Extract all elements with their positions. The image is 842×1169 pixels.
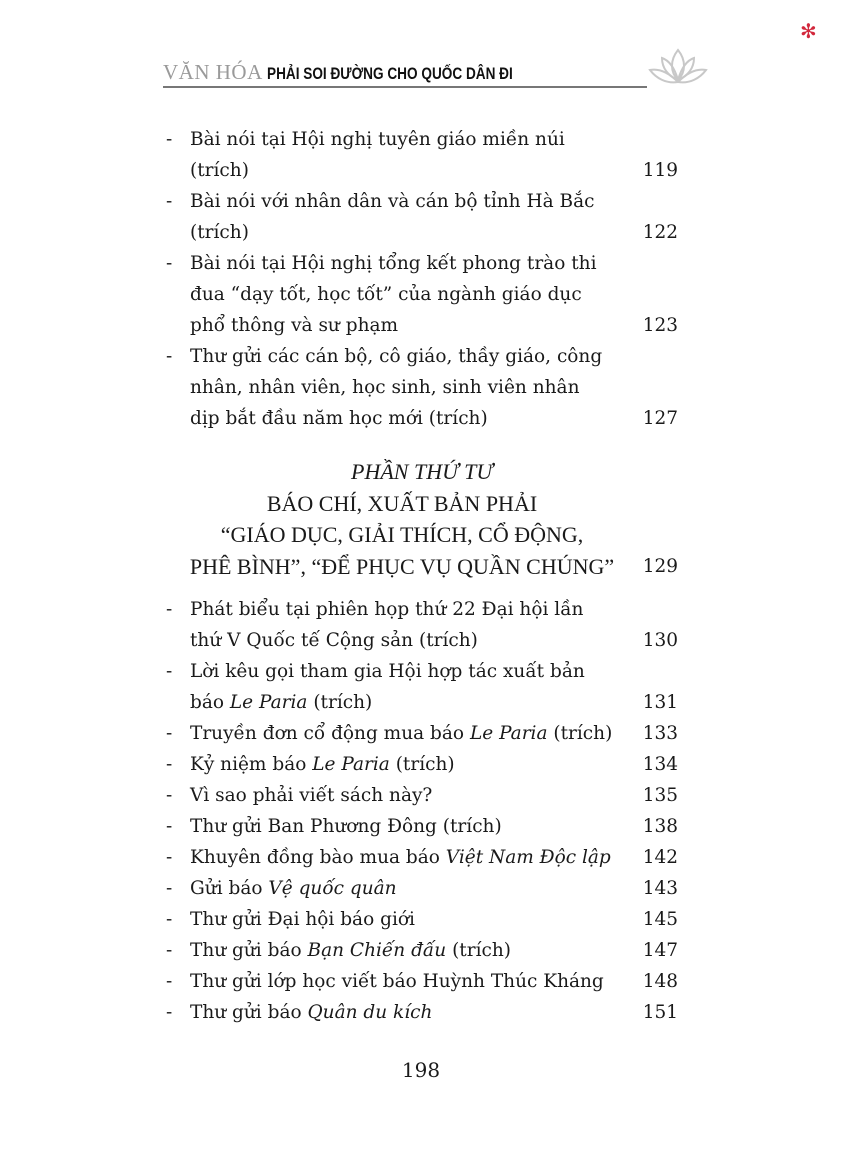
toc-entry-line xyxy=(166,842,678,873)
toc-page-number: 147 xyxy=(642,940,678,961)
toc-entry-text: nhân, nhân viên, học sinh, sinh viên nhân xyxy=(190,377,580,398)
toc-entry-text: báo Le Paria (trích) xyxy=(190,692,373,713)
toc-entry-text: Thư gửi các cán bộ, cô giáo, thầy giáo, công xyxy=(190,346,603,367)
toc-entry-text: Kỷ niệm báo Le Paria (trích) xyxy=(190,754,455,775)
toc-entry-line xyxy=(166,997,678,1028)
toc-entry-text: Bài nói với nhân dân và cán bộ tỉnh Hà Bắc xyxy=(190,191,595,212)
toc-entry-text: Thư gửi lớp học viết báo Huỳnh Thúc Kháng xyxy=(190,971,604,992)
toc-entry-text: phổ thông và sư phạm xyxy=(190,315,399,336)
toc-page-number: 135 xyxy=(642,785,678,806)
toc-entry-line xyxy=(166,873,678,904)
toc-entry-line xyxy=(166,124,678,155)
toc-entry-text: Gửi báo Vệ quốc quân xyxy=(190,878,397,899)
toc-entry-line xyxy=(166,780,678,811)
part-page-number: 129 xyxy=(642,555,678,577)
toc-entry[interactable] xyxy=(166,873,678,904)
toc-entry[interactable] xyxy=(166,842,678,873)
toc-entry[interactable] xyxy=(166,749,678,780)
toc-entry-line xyxy=(166,966,678,997)
toc-entry-line xyxy=(166,904,678,935)
toc-entry-line xyxy=(166,155,678,186)
running-header xyxy=(163,60,647,88)
table-of-contents xyxy=(166,124,678,1028)
part-label: PHẦN THỨ TƯ xyxy=(351,459,493,484)
header-title-bold: PHẢI SOI ĐƯỜNG CHO QUỐC DÂN ĐI xyxy=(266,64,513,83)
part-title-line: “GIÁO DỤC, GIẢI THÍCH, CỔ ĐỘNG, xyxy=(220,522,584,547)
toc-page-number: 123 xyxy=(642,315,678,336)
toc-entry-line xyxy=(166,217,678,248)
toc-entry-text: Khuyên đồng bào mua báo Việt Nam Độc lập xyxy=(190,847,611,868)
flower-ornament-icon: ✻ xyxy=(800,19,817,43)
dash-bullet: - xyxy=(166,346,173,367)
toc-entry-line xyxy=(166,186,678,217)
toc-entry-line xyxy=(166,279,678,310)
toc-page-number: 131 xyxy=(642,692,678,713)
dash-bullet: - xyxy=(166,940,173,961)
toc-entry-line xyxy=(166,341,678,372)
toc-entry[interactable] xyxy=(166,718,678,749)
toc-entry-line xyxy=(166,935,678,966)
toc-page-number: 145 xyxy=(642,909,678,930)
toc-entry[interactable] xyxy=(166,124,678,186)
dash-bullet: - xyxy=(166,878,173,899)
dash-bullet: - xyxy=(166,816,173,837)
toc-entry-line xyxy=(166,656,678,687)
toc-entry[interactable] xyxy=(166,997,678,1028)
dash-bullet: - xyxy=(166,754,173,775)
toc-entry-line xyxy=(166,811,678,842)
toc-entry[interactable] xyxy=(166,904,678,935)
toc-page-number: 138 xyxy=(642,816,678,837)
toc-page-number: 130 xyxy=(642,630,678,651)
dash-bullet: - xyxy=(166,1002,173,1023)
toc-entry-line xyxy=(166,403,678,434)
part-title-line: PHÊ BÌNH”, “ĐỂ PHỤC VỤ QUẦN CHÚNG” xyxy=(189,553,615,579)
toc-page-number: 119 xyxy=(642,160,678,181)
dash-bullet: - xyxy=(166,253,173,274)
toc-entry-line xyxy=(166,248,678,279)
toc-page-number: 143 xyxy=(642,878,678,899)
dash-bullet: - xyxy=(166,723,173,744)
lotus-icon xyxy=(648,46,708,88)
header-title-light: VĂN HÓA xyxy=(163,60,263,84)
dash-bullet: - xyxy=(166,909,173,930)
toc-entry[interactable] xyxy=(166,780,678,811)
toc-page-number: 151 xyxy=(642,1002,678,1023)
toc-page-number: 142 xyxy=(642,847,678,868)
toc-entry-text: Phát biểu tại phiên họp thứ 22 Đại hội lần xyxy=(190,599,584,620)
dash-bullet: - xyxy=(166,661,173,682)
dash-bullet: - xyxy=(166,971,173,992)
toc-page-number: 133 xyxy=(642,723,678,744)
toc-entry-text: (trích) xyxy=(190,222,249,243)
toc-entry-text: Thư gửi báo Quân du kích xyxy=(190,1002,433,1023)
toc-entry-text: (trích) xyxy=(190,160,249,181)
toc-page-number: 122 xyxy=(642,222,678,243)
toc-entry-text: Bài nói tại Hội nghị tuyên giáo miền núi xyxy=(190,129,565,150)
toc-page-number: 134 xyxy=(642,754,678,775)
part-heading xyxy=(166,456,678,582)
toc-entry-text: Bài nói tại Hội nghị tổng kết phong trào thi xyxy=(190,253,597,274)
toc-entry-line xyxy=(166,310,678,341)
toc-entry-line xyxy=(166,372,678,403)
toc-entry-line xyxy=(166,718,678,749)
toc-entry[interactable] xyxy=(166,341,678,434)
toc-entry[interactable] xyxy=(166,594,678,656)
toc-entry[interactable] xyxy=(166,186,678,248)
toc-entry[interactable] xyxy=(166,966,678,997)
toc-entry[interactable] xyxy=(166,811,678,842)
toc-entry-line xyxy=(166,625,678,656)
toc-page-number: 148 xyxy=(642,971,678,992)
toc-entry[interactable] xyxy=(166,248,678,341)
toc-entry-line xyxy=(166,594,678,625)
toc-entry-text: Thư gửi Ban Phương Đông (trích) xyxy=(190,816,502,837)
toc-entry-text: Lời kêu gọi tham gia Hội hợp tác xuất bản xyxy=(190,661,585,682)
dash-bullet: - xyxy=(166,785,173,806)
toc-entry[interactable] xyxy=(166,935,678,966)
toc-entry-text: thứ V Quốc tế Cộng sản (trích) xyxy=(190,630,478,651)
toc-entry[interactable] xyxy=(166,656,678,718)
toc-entry-text: Thư gửi báo Bạn Chiến đấu (trích) xyxy=(190,940,511,961)
toc-entry-text: Vì sao phải viết sách này? xyxy=(190,785,433,806)
toc-entry-text: Truyền đơn cổ động mua báo Le Paria (trích) xyxy=(190,723,613,744)
page-number: 198 xyxy=(401,1058,441,1082)
dash-bullet: - xyxy=(166,191,173,212)
toc-entry-line xyxy=(166,687,678,718)
toc-entry-line xyxy=(166,749,678,780)
dash-bullet: - xyxy=(166,847,173,868)
dash-bullet: - xyxy=(166,129,173,150)
part-title-line: BÁO CHÍ, XUẤT BẢN PHẢI xyxy=(266,490,538,516)
toc-page-number: 127 xyxy=(642,408,678,429)
dash-bullet: - xyxy=(166,599,173,620)
toc-entry-text: đua “dạy tốt, học tốt” của ngành giáo dục xyxy=(190,284,582,305)
toc-entry-text: Thư gửi Đại hội báo giới xyxy=(190,909,415,930)
toc-entry-text: dịp bắt đầu năm học mới (trích) xyxy=(190,408,488,429)
